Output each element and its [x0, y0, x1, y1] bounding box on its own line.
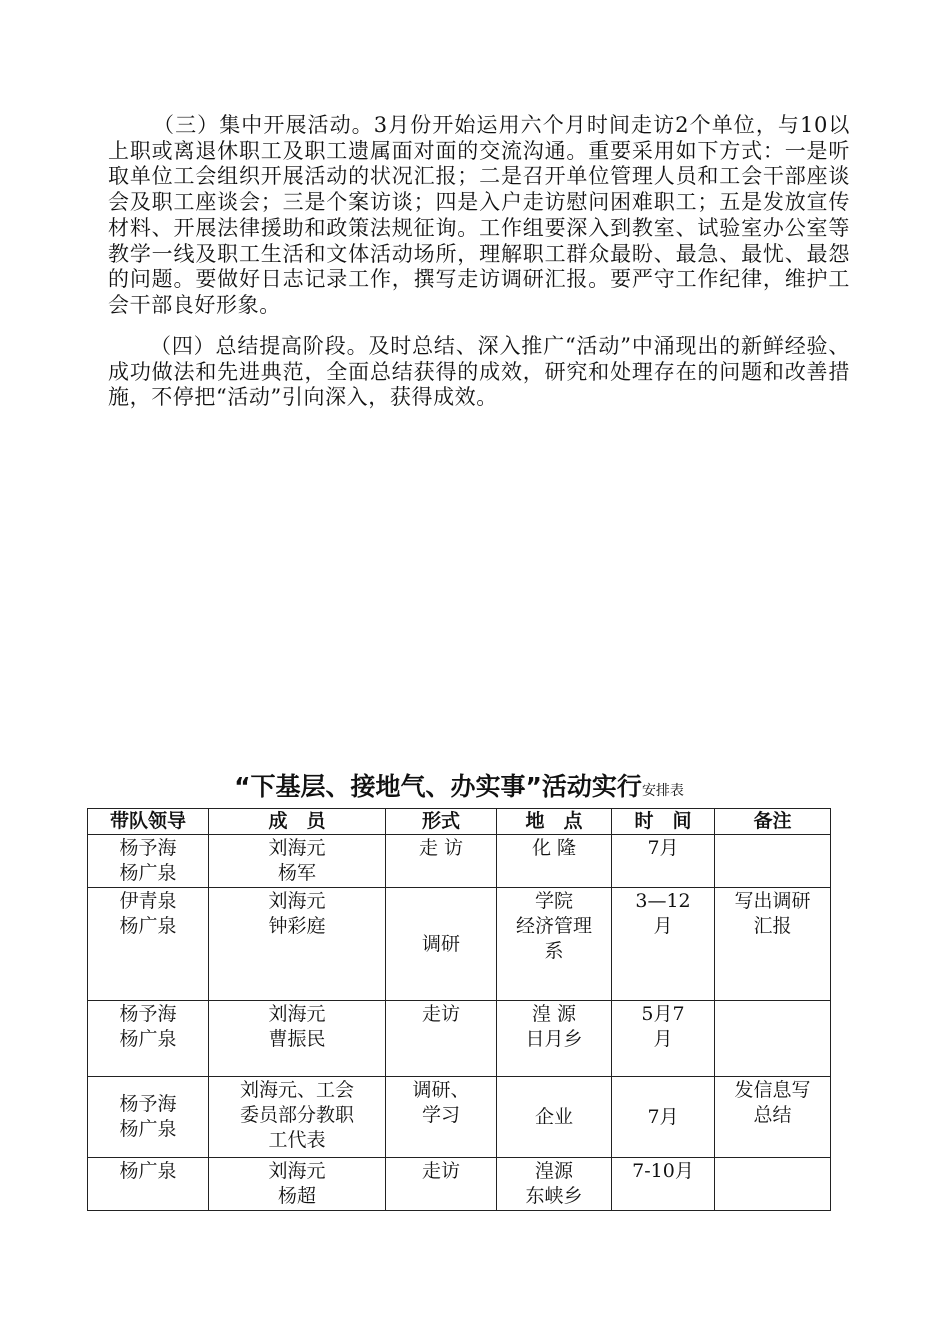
cell-text: 系	[544, 940, 564, 962]
cell-text: 曹振民	[268, 1028, 326, 1050]
cell-place	[497, 835, 612, 888]
cell-text: 杨予海	[119, 837, 177, 859]
cell-text: 月	[653, 915, 673, 937]
cell-note	[715, 1077, 831, 1158]
cell-text: 发信息写	[734, 1079, 811, 1101]
cell-text: 杨广泉	[119, 915, 177, 937]
cell-leader	[88, 888, 209, 1001]
cell-time	[612, 1001, 715, 1077]
table-row	[88, 1158, 831, 1211]
cell-text: 经济管理	[515, 915, 592, 937]
cell-time	[612, 1077, 715, 1158]
table-title	[88, 767, 830, 803]
header-time: 时 间	[612, 809, 715, 835]
cell-form	[386, 888, 497, 1001]
cell-text: 刘海元、工会	[239, 1079, 354, 1101]
cell-text: 杨广泉	[119, 1118, 177, 1140]
cell-members	[209, 1158, 386, 1211]
header-place: 地 点	[497, 809, 612, 835]
cell-text: 杨予海	[119, 1093, 177, 1115]
cell-place	[497, 1158, 612, 1211]
cell-text: 5月7	[641, 1003, 685, 1025]
cell-text: 杨超	[277, 1185, 316, 1207]
cell-members	[209, 1001, 386, 1077]
header-form: 形式	[386, 809, 497, 835]
cell-text: 工代表	[268, 1129, 326, 1151]
table-title-main: “下基层、接地气、办实事”活动实行	[234, 772, 642, 801]
cell-time	[612, 888, 715, 1001]
cell-text: 汇报	[753, 915, 792, 937]
table-row	[88, 1077, 831, 1158]
cell-text: 调研	[421, 932, 460, 955]
cell-text: 3—12	[635, 890, 691, 912]
cell-text: 7月	[647, 837, 679, 859]
table-header-row	[88, 809, 831, 835]
schedule-table	[87, 808, 831, 1211]
cell-text: 刘海元	[268, 837, 326, 859]
cell-form	[386, 835, 497, 888]
cell-text: 杨军	[277, 862, 316, 884]
cell-text: 刘海元	[268, 1160, 326, 1182]
cell-note	[715, 888, 831, 1001]
cell-text: 7-10月	[632, 1160, 694, 1182]
cell-time	[612, 835, 715, 888]
cell-members	[209, 1077, 386, 1158]
cell-text: 杨广泉	[119, 1028, 177, 1050]
paragraph-summary-phase: （四）总结提高阶段。及时总结、深入推广“活动”中涌现出的新鲜经验、成功做法和先进典范，全面总结获得的成效，研究和处理存在的问题和改善措施，不停把“活动”引向深入，获得成效。	[108, 334, 850, 410]
cell-form	[386, 1001, 497, 1077]
cell-text: 刘海元	[268, 1003, 326, 1025]
cell-text: 学习	[421, 1104, 460, 1126]
cell-text: 调研、	[412, 1079, 470, 1101]
header-leader: 带队领导	[88, 809, 209, 835]
cell-text: 钟彩庭	[268, 915, 326, 937]
cell-text: 委员部分教职	[239, 1104, 354, 1126]
cell-place	[497, 1001, 612, 1077]
cell-text: 东峡乡	[525, 1185, 583, 1207]
cell-text: 走访	[421, 1003, 460, 1025]
cell-time	[612, 1158, 715, 1211]
cell-text: 走访	[421, 1160, 460, 1182]
cell-note	[715, 1001, 831, 1077]
cell-text: 总结	[753, 1104, 792, 1126]
header-note: 备注	[715, 809, 831, 835]
cell-text: 写出调研	[734, 890, 811, 912]
cell-note	[715, 835, 831, 888]
cell-text: 走 访	[418, 837, 464, 859]
cell-members	[209, 888, 386, 1001]
cell-leader	[88, 1001, 209, 1077]
table-row	[88, 835, 831, 888]
cell-text: 月	[653, 1028, 673, 1050]
cell-form	[386, 1158, 497, 1211]
cell-text: 湟源	[534, 1160, 573, 1182]
cell-text: 刘海元	[268, 890, 326, 912]
cell-text: 伊青泉	[119, 890, 177, 912]
table-title-suffix: 安排表	[641, 783, 684, 799]
cell-text: 学院	[534, 890, 573, 912]
cell-text: 杨广泉	[119, 862, 177, 884]
cell-leader	[88, 835, 209, 888]
table-row	[88, 888, 831, 1001]
cell-form	[386, 1077, 497, 1158]
cell-leader	[88, 1077, 209, 1158]
cell-members	[209, 835, 386, 888]
cell-note	[715, 1158, 831, 1211]
cell-text: 杨广泉	[119, 1160, 177, 1182]
cell-text: 企业	[534, 1105, 573, 1128]
cell-text: 7月	[647, 1105, 679, 1128]
cell-place	[497, 888, 612, 1001]
cell-text: 湟 源	[531, 1003, 577, 1025]
cell-leader	[88, 1158, 209, 1211]
cell-text: 日月乡	[525, 1028, 583, 1050]
cell-place	[497, 1077, 612, 1158]
header-members: 成 员	[209, 809, 386, 835]
cell-text: 杨予海	[119, 1003, 177, 1025]
table-row	[88, 1001, 831, 1077]
cell-text: 化 隆	[531, 837, 577, 859]
paragraph-activity-phase: （三）集中开展活动。3月份开始运用六个月时间走访2个单位，与10以上职或离退休职工及职工遗属面对面的交流沟通。重要采用如下方式：一是听取单位工会组织开展活动的状况汇报；二是召开单位管理人员和工会干部座谈会及职工座谈会；三是个案访谈；四是入户走访慰问困难职工；五是发放宣传材料、开展法律援助和政策法规征询。工作组要深入到教室、试验室办公室等教学一线及职工生活和文体活动场所，理解职工群众最盼、最急、最忧、最怨的问题。要做好日志记录工作，撰写走访调研汇报。要严守工作纪律，维护工会干部良好形象。	[108, 113, 850, 317]
